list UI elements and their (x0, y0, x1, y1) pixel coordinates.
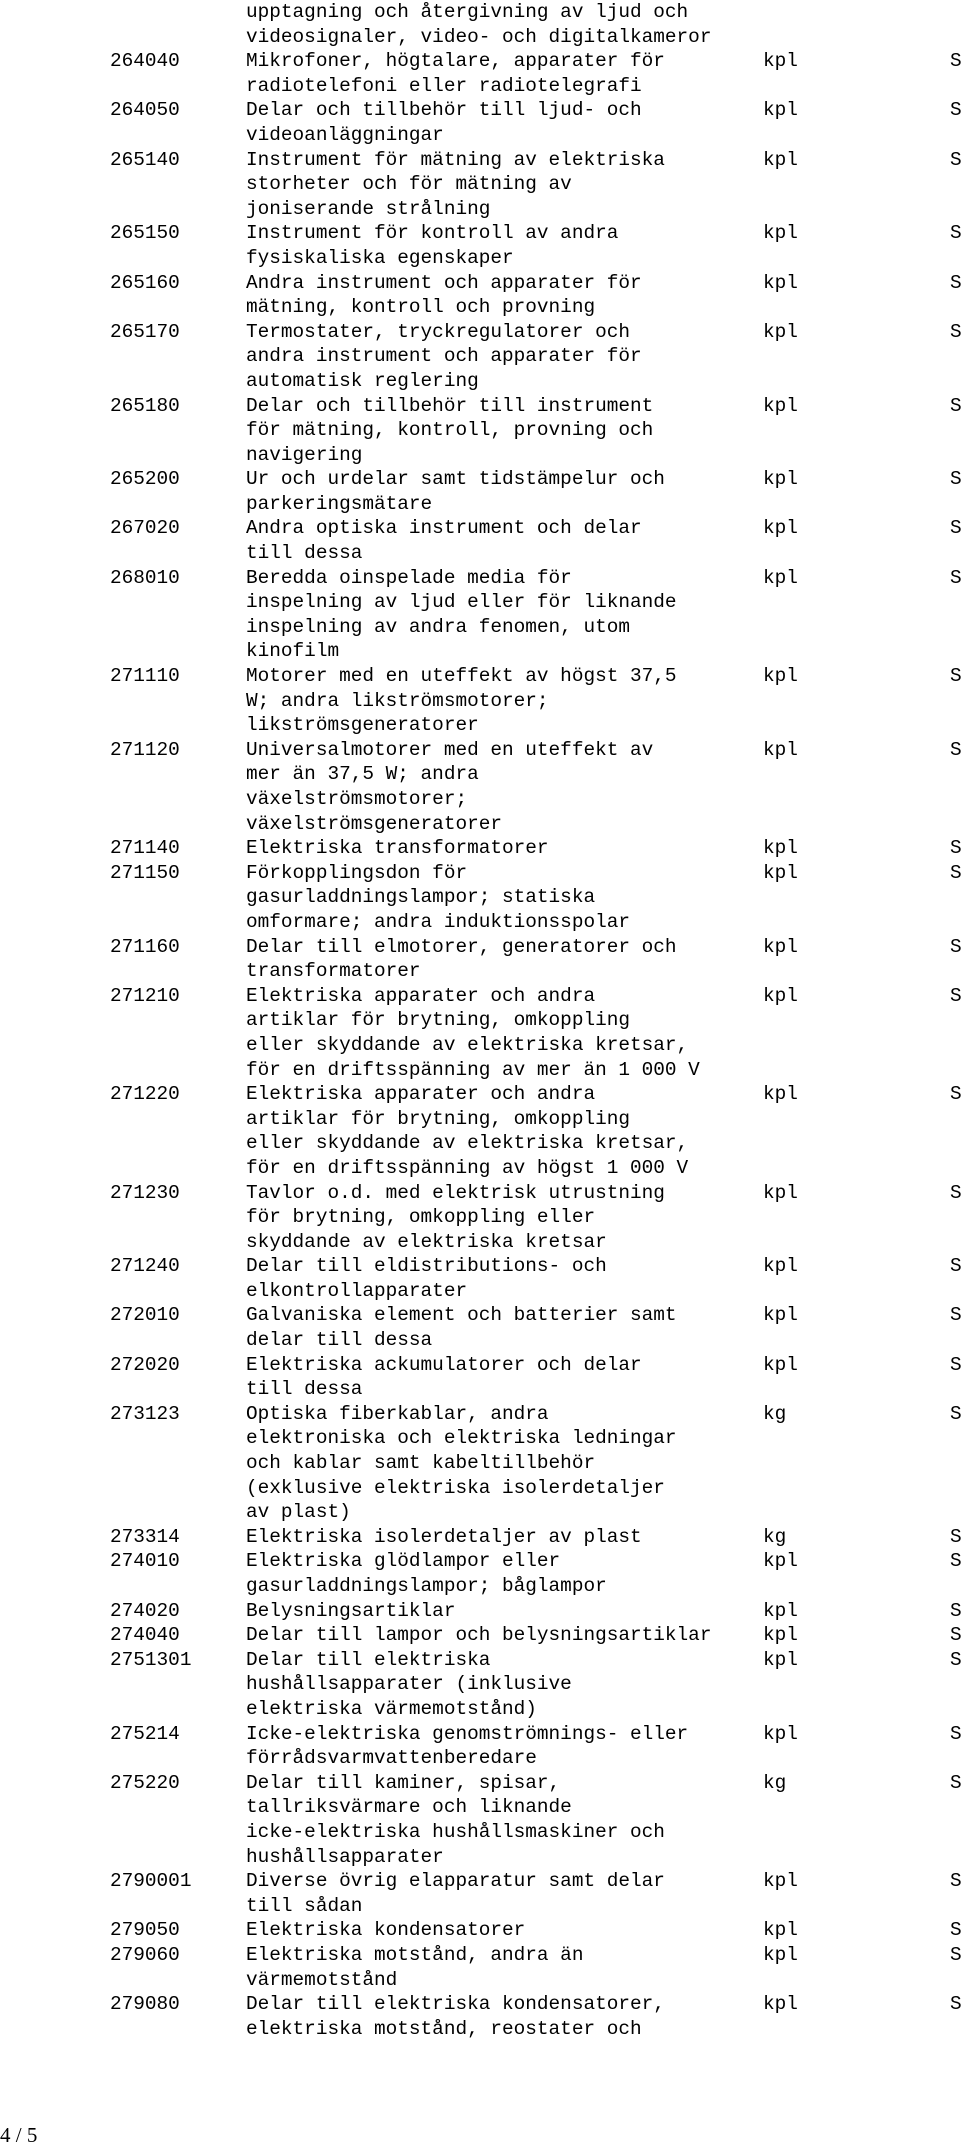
product-code: 265160 (110, 271, 180, 294)
table-row (0, 98, 960, 147)
status-flag: S (950, 566, 962, 589)
description-line: upptagning och återgivning av ljud och (246, 1, 689, 23)
status-flag: S (950, 1599, 962, 1622)
product-description (246, 1353, 766, 1402)
description-line: Instrument för mätning av elektriska (246, 148, 665, 171)
description-line: parkeringsmätare (246, 492, 433, 515)
product-description (246, 1992, 766, 2041)
table-row (0, 1943, 960, 1992)
product-code: 279080 (110, 1993, 180, 2016)
unit-of-measure: kg (763, 1525, 787, 1548)
table-row (0, 1549, 960, 1598)
description-line: artiklar för brytning, omkoppling (246, 1107, 630, 1130)
status-flag: S (950, 837, 962, 860)
table-row (0, 320, 960, 394)
product-description (246, 1722, 766, 1771)
description-line: förrådsvarmvattenberedare (246, 1747, 537, 1770)
status-flag: S (950, 394, 962, 417)
product-description (246, 984, 766, 1082)
unit-of-measure: kpl (763, 50, 798, 73)
status-flag: S (950, 1722, 962, 1745)
status-flag: S (950, 1083, 962, 1106)
description-line: mer än 37,5 W; andra (246, 763, 479, 786)
status-flag: S (950, 1304, 962, 1327)
description-line: automatisk reglering (246, 369, 479, 392)
description-line: Diverse övrig elapparatur samt delar (246, 1870, 665, 1893)
unit-of-measure: kpl (763, 837, 798, 860)
description-line: Instrument för kontroll av andra (246, 222, 619, 245)
product-code: 275220 (110, 1771, 180, 1794)
unit-of-measure: kpl (763, 1722, 798, 1745)
description-line: till sådan (246, 1894, 363, 1917)
product-description (246, 271, 766, 320)
status-flag: S (950, 320, 962, 343)
product-code: 265180 (110, 394, 180, 417)
description-line: mätning, kontroll och provning (246, 296, 596, 319)
description-line: eller skyddande av elektriska kretsar, (246, 1132, 689, 1155)
status-flag: S (950, 1550, 962, 1573)
status-flag: S (950, 935, 962, 958)
product-description (246, 1918, 766, 1943)
product-code: 274040 (110, 1624, 180, 1647)
product-description (246, 1181, 766, 1255)
table-row (0, 1771, 960, 1869)
description-line: Andra instrument och apparater för (246, 271, 642, 294)
unit-of-measure: kpl (763, 566, 798, 589)
description-line: Elektriska motstånd, andra än (246, 1943, 584, 1966)
table-row (0, 836, 960, 861)
description-line: Ur och urdelar samt tidstämpelur och (246, 468, 665, 491)
unit-of-measure: kpl (763, 665, 798, 688)
table-row (0, 467, 960, 516)
status-flag: S (950, 1771, 962, 1794)
status-flag: S (950, 1870, 962, 1893)
description-line: Delar till kaminer, spisar, (246, 1771, 561, 1794)
table-row (0, 1722, 960, 1771)
page-number: 4 / 5 (0, 2123, 38, 2147)
unit-of-measure: kpl (763, 1919, 798, 1942)
product-code: 268010 (110, 566, 180, 589)
description-line: Elektriska apparater och andra (246, 984, 596, 1007)
product-code: 267020 (110, 517, 180, 540)
description-line: Termostater, tryckregulatorer och (246, 320, 630, 343)
product-description (246, 1623, 766, 1648)
product-description (246, 467, 766, 516)
status-flag: S (950, 50, 962, 73)
status-flag: S (950, 984, 962, 1007)
description-line: Elektriska kondensatorer (246, 1919, 526, 1942)
unit-of-measure: kpl (763, 1870, 798, 1893)
unit-of-measure: kpl (763, 222, 798, 245)
table-row (0, 1402, 960, 1525)
status-flag: S (950, 222, 962, 245)
product-code: 264050 (110, 99, 180, 122)
status-flag: S (950, 99, 962, 122)
description-line: inspelning av andra fenomen, utom (246, 615, 630, 638)
unit-of-measure: kpl (763, 1648, 798, 1671)
product-description (246, 1549, 766, 1598)
table-row (0, 1525, 960, 1550)
unit-of-measure: kg (763, 1771, 787, 1794)
description-line: växelströmsmotorer; (246, 788, 468, 810)
status-flag: S (950, 738, 962, 761)
description-line: elkontrollapparater (246, 1279, 468, 1302)
description-line: W; andra likströmsmotorer; (246, 689, 549, 712)
product-description (246, 1943, 766, 1992)
description-line: Delar till eldistributions- och (246, 1255, 607, 1278)
status-flag: S (950, 1919, 962, 1942)
status-flag: S (950, 517, 962, 540)
status-flag: S (950, 861, 962, 884)
description-line: Elektriska apparater och andra (246, 1083, 596, 1106)
unit-of-measure: kpl (763, 1993, 798, 2016)
table-row (0, 566, 960, 664)
product-description (246, 1254, 766, 1303)
description-line: Delar och tillbehör till ljud- och (246, 99, 642, 122)
product-code: 272010 (110, 1304, 180, 1327)
product-description (246, 98, 766, 147)
description-line: storheter och för mätning av (246, 173, 572, 196)
product-description (246, 320, 766, 394)
status-flag: S (950, 1943, 962, 1966)
description-line: av plast) (246, 1501, 351, 1524)
unit-of-measure: kpl (763, 1624, 798, 1647)
unit-of-measure: kpl (763, 1599, 798, 1622)
table-row (0, 1648, 960, 1722)
description-line: gasurladdningslampor; båglampor (246, 1575, 607, 1597)
description-line: navigering (246, 443, 363, 466)
description-line: för brytning, omkoppling eller (246, 1206, 596, 1229)
table-row (0, 516, 960, 565)
description-line: Universalmotorer med en uteffekt av (246, 738, 654, 761)
table-row (0, 271, 960, 320)
description-line: värmemotstånd (246, 1968, 398, 1991)
description-line: Andra optiska instrument och delar (246, 517, 642, 540)
product-code: 272020 (110, 1353, 180, 1376)
unit-of-measure: kpl (763, 99, 798, 122)
description-line: joniserande strålning (246, 197, 491, 220)
status-flag: S (950, 1648, 962, 1671)
product-code: 2751301 (110, 1648, 192, 1671)
table-row (0, 664, 960, 738)
product-code: 274010 (110, 1550, 180, 1573)
description-line: Förkopplingsdon för (246, 861, 468, 884)
description-line: inspelning av ljud eller för liknande (246, 591, 677, 614)
product-code: 273123 (110, 1402, 180, 1425)
description-line: andra instrument och apparater för (246, 345, 642, 368)
description-line: transformatorer (246, 960, 421, 983)
description-line: gasurladdningslampor; statiska (246, 886, 596, 909)
product-description (246, 1525, 766, 1550)
status-flag: S (950, 1525, 962, 1548)
table-row (0, 1918, 960, 1943)
description-line: Beredda oinspelade media för (246, 566, 572, 589)
unit-of-measure: kpl (763, 1943, 798, 1966)
unit-of-measure: kg (763, 1402, 787, 1425)
description-line: Motorer med en uteffekt av högst 37,5 (246, 665, 677, 688)
product-code: 271220 (110, 1083, 180, 1106)
product-description (246, 221, 766, 270)
description-line: Elektriska ackumulatorer och delar (246, 1353, 642, 1376)
description-line: till dessa (246, 542, 363, 565)
table-row (0, 1254, 960, 1303)
description-line: videosignaler, video- och digitalkameror (246, 25, 712, 48)
description-line: Delar till lampor och belysningsartiklar (246, 1624, 712, 1647)
description-line: Elektriska isolerdetaljer av plast (246, 1525, 642, 1548)
description-line: kinofilm (246, 640, 340, 663)
description-line: Mikrofoner, högtalare, apparater för (246, 50, 665, 73)
table-row (0, 861, 960, 935)
description-line: växelströmsgeneratorer (246, 812, 502, 835)
description-line: (exklusive elektriska isolerdetaljer (246, 1476, 665, 1499)
description-line: Icke-elektriska genomströmnings- eller (246, 1722, 689, 1745)
product-description (246, 1648, 766, 1722)
table-row (0, 1181, 960, 1255)
status-flag: S (950, 665, 962, 688)
product-code: 279060 (110, 1943, 180, 1966)
product-description (246, 738, 766, 836)
product-description (246, 0, 766, 49)
table-row (0, 1623, 960, 1648)
description-line: artiklar för brytning, omkoppling (246, 1009, 630, 1032)
unit-of-measure: kpl (763, 1255, 798, 1278)
description-line: tallriksvärmare och liknande (246, 1796, 572, 1819)
unit-of-measure: kpl (763, 1353, 798, 1376)
description-line: för en driftsspänning av mer än 1 000 V (246, 1058, 700, 1081)
unit-of-measure: kpl (763, 1083, 798, 1106)
description-line: hushållsapparater (246, 1845, 444, 1868)
description-line: likströmsgeneratorer (246, 714, 479, 737)
table-row (0, 1303, 960, 1352)
description-line: Elektriska glödlampor eller (246, 1550, 561, 1573)
description-line: elektriska motstånd, reostater och (246, 2017, 642, 2040)
unit-of-measure: kpl (763, 468, 798, 491)
product-description (246, 1771, 766, 1869)
description-line: videoanläggningar (246, 123, 444, 146)
description-line: omformare; andra induktionsspolar (246, 910, 630, 933)
table-row (0, 1869, 960, 1918)
product-description (246, 1402, 766, 1525)
product-description (246, 516, 766, 565)
product-code: 271240 (110, 1255, 180, 1278)
description-line: elektroniska och elektriska ledningar (246, 1427, 677, 1450)
description-line: Tavlor o.d. med elektrisk utrustning (246, 1181, 665, 1204)
description-line: fysiskaliska egenskaper (246, 246, 514, 269)
unit-of-measure: kpl (763, 148, 798, 171)
status-flag: S (950, 1402, 962, 1425)
product-code: 271120 (110, 738, 180, 761)
status-flag: S (950, 1353, 962, 1376)
status-flag: S (950, 148, 962, 171)
product-description (246, 935, 766, 984)
description-line: Delar till elektriska (246, 1648, 491, 1671)
product-code: 265170 (110, 320, 180, 343)
product-description (246, 394, 766, 468)
description-line: Elektriska transformatorer (246, 837, 549, 860)
status-flag: S (950, 1993, 962, 2016)
unit-of-measure: kpl (763, 394, 798, 417)
description-line: och kablar samt kabeltillbehör (246, 1452, 596, 1475)
status-flag: S (950, 271, 962, 294)
description-line: för mätning, kontroll, provning och (246, 419, 654, 442)
description-line: delar till dessa (246, 1329, 433, 1352)
product-code: 265140 (110, 148, 180, 171)
product-code: 271230 (110, 1181, 180, 1204)
product-description (246, 1082, 766, 1180)
status-flag: S (950, 468, 962, 491)
description-line: icke-elektriska hushållsmaskiner och (246, 1820, 665, 1843)
product-code: 279050 (110, 1919, 180, 1942)
product-code: 271150 (110, 861, 180, 884)
description-line: Belysningsartiklar (246, 1599, 456, 1622)
unit-of-measure: kpl (763, 517, 798, 540)
table-row (0, 1992, 960, 2041)
description-line: radiotelefoni eller radiotelegrafi (246, 74, 642, 97)
status-flag: S (950, 1624, 962, 1647)
product-code: 2790001 (110, 1870, 192, 1893)
description-line: Delar till elmotorer, generatorer och (246, 935, 677, 958)
product-description (246, 49, 766, 98)
product-description (246, 1869, 766, 1918)
product-description (246, 1303, 766, 1352)
product-description (246, 148, 766, 222)
unit-of-measure: kpl (763, 1181, 798, 1204)
unit-of-measure: kpl (763, 738, 798, 761)
product-code: 271140 (110, 837, 180, 860)
product-description (246, 836, 766, 861)
description-line: eller skyddande av elektriska kretsar, (246, 1033, 689, 1056)
product-description (246, 566, 766, 664)
description-line: Optiska fiberkablar, andra (246, 1402, 549, 1425)
unit-of-measure: kpl (763, 320, 798, 343)
table-row (0, 1599, 960, 1624)
product-code: 273314 (110, 1525, 180, 1548)
product-code: 271160 (110, 935, 180, 958)
table-row (0, 0, 960, 49)
table-row (0, 738, 960, 836)
product-code: 271110 (110, 665, 180, 688)
unit-of-measure: kpl (763, 271, 798, 294)
table-row (0, 221, 960, 270)
product-description (246, 664, 766, 738)
product-description (246, 1599, 766, 1624)
description-line: hushållsapparater (inklusive (246, 1673, 572, 1696)
description-line: skyddande av elektriska kretsar (246, 1230, 607, 1253)
unit-of-measure: kpl (763, 935, 798, 958)
description-line: Delar och tillbehör till instrument (246, 394, 654, 417)
description-line: elektriska värmemotstånd) (246, 1697, 537, 1720)
table-row (0, 1082, 960, 1180)
table-row (0, 1353, 960, 1402)
table-row (0, 984, 960, 1082)
product-description (246, 861, 766, 935)
table-row (0, 148, 960, 222)
unit-of-measure: kpl (763, 861, 798, 884)
description-line: till dessa (246, 1378, 363, 1401)
description-line: Galvaniska element och batterier samt (246, 1304, 677, 1327)
product-code: 274020 (110, 1599, 180, 1622)
status-flag: S (950, 1181, 962, 1204)
table-row (0, 49, 960, 98)
product-code: 265150 (110, 222, 180, 245)
description-line: Delar till elektriska kondensatorer, (246, 1993, 665, 2016)
unit-of-measure: kpl (763, 1550, 798, 1573)
product-code: 265200 (110, 468, 180, 491)
product-code: 271210 (110, 984, 180, 1007)
product-code: 264040 (110, 50, 180, 73)
table-row (0, 935, 960, 984)
description-line: för en driftsspänning av högst 1 000 V (246, 1156, 689, 1179)
status-flag: S (950, 1255, 962, 1278)
table-row (0, 394, 960, 468)
unit-of-measure: kpl (763, 984, 798, 1007)
unit-of-measure: kpl (763, 1304, 798, 1327)
product-code: 275214 (110, 1722, 180, 1745)
